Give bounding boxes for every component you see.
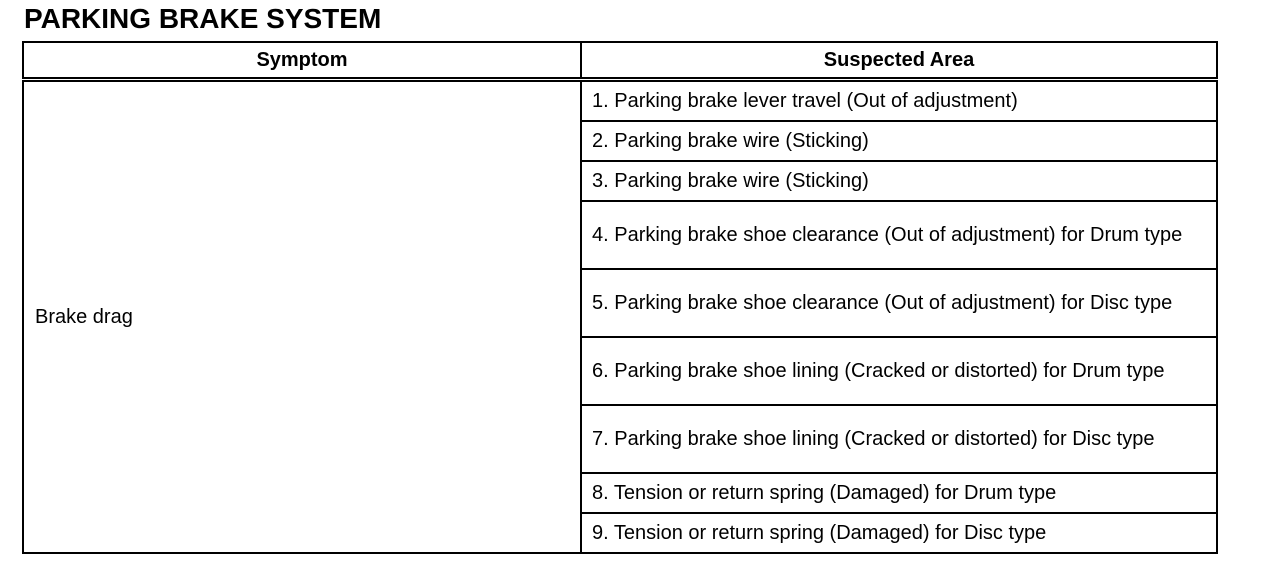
suspected-area-cell: 1. Parking brake lever travel (Out of adjustment) [581, 80, 1217, 122]
suspected-area-cell: 9. Tension or return spring (Damaged) for Disc type [581, 513, 1217, 553]
suspected-area-cell: 4. Parking brake shoe clearance (Out of adjustment) for Drum type [581, 201, 1217, 269]
troubleshooting-table [22, 41, 1218, 554]
table-header-row [23, 42, 1217, 80]
suspected-area-cell: 6. Parking brake shoe lining (Cracked or distorted) for Drum type [581, 337, 1217, 405]
symptom-column-header: Symptom [23, 42, 581, 80]
page-title: PARKING BRAKE SYSTEM [24, 3, 382, 34]
suspected-area-column-header: Suspected Area [581, 42, 1217, 80]
table-row [23, 80, 1217, 122]
suspected-area-cell: 3. Parking brake wire (Sticking) [581, 161, 1217, 201]
suspected-area-cell: 7. Parking brake shoe lining (Cracked or distorted) for Disc type [581, 405, 1217, 473]
symptom-cell: Brake drag [23, 80, 581, 554]
troubleshooting-table-container [22, 41, 1216, 554]
suspected-area-cell: 2. Parking brake wire (Sticking) [581, 121, 1217, 161]
suspected-area-cell: 5. Parking brake shoe clearance (Out of adjustment) for Disc type [581, 269, 1217, 337]
suspected-area-cell: 8. Tension or return spring (Damaged) for Drum type [581, 473, 1217, 513]
